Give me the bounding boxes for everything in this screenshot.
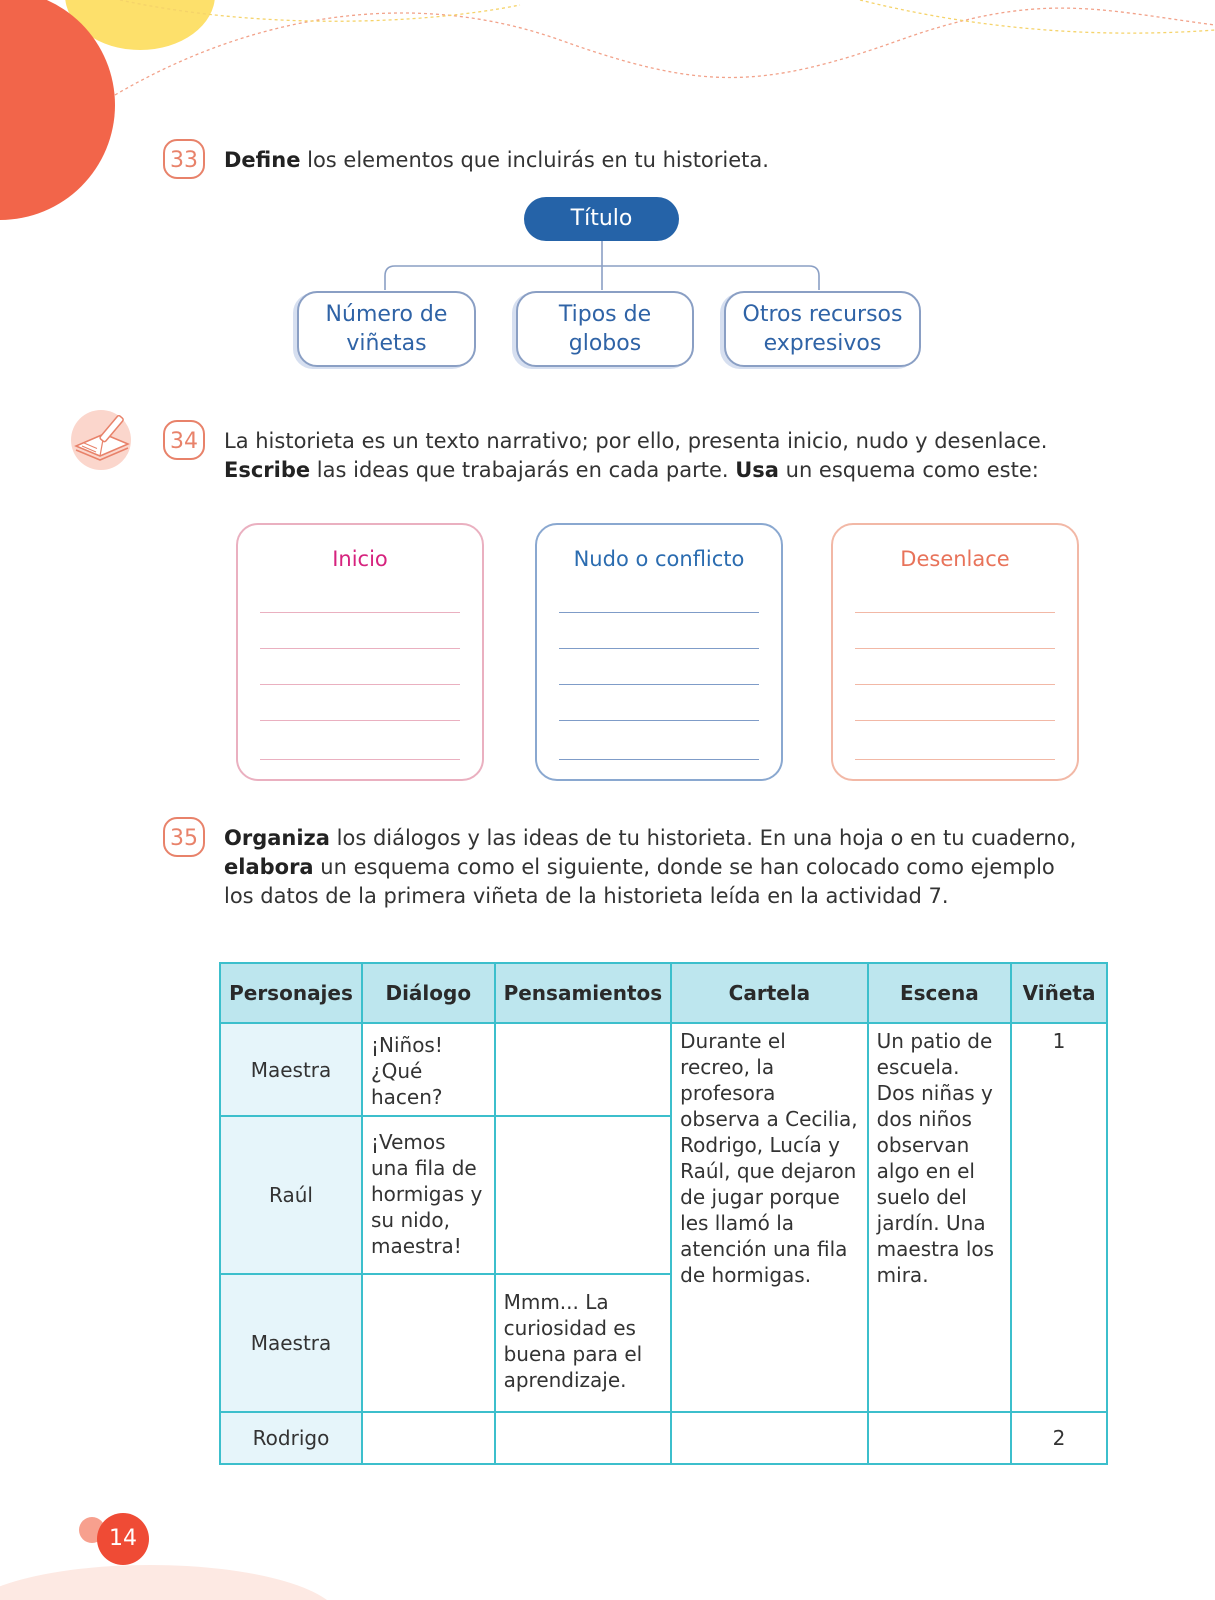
diagram-node-globos: [516, 291, 694, 367]
table-row: [220, 1023, 1107, 1116]
header-escena: Escena: [868, 963, 1011, 1023]
writing-line[interactable]: [855, 759, 1055, 760]
cell-personaje: Rodrigo: [220, 1412, 362, 1464]
table-header-row: [220, 963, 1107, 1023]
bottom-pink-blob: [0, 1565, 340, 1600]
writing-line[interactable]: [260, 612, 460, 613]
writing-line[interactable]: [559, 612, 759, 613]
instruction-text: los elementos que incluirás en tu historieta.: [300, 148, 769, 172]
activity-35-number: 35: [163, 817, 205, 857]
cell-dialogo: ¡Niños! ¿Qué hacen?: [362, 1023, 495, 1116]
header-personajes: Personajes: [220, 963, 362, 1023]
instruction-text: los diálogos y las ideas de tu historieta. En una hoja o en tu cuaderno,: [329, 826, 1077, 850]
instruction-text: un esquema como este:: [778, 458, 1039, 482]
writing-line[interactable]: [559, 648, 759, 649]
writing-book-icon: [68, 406, 136, 472]
cell-cartela: Durante el recreo, la profesora observa a Cecilia, Rodrigo, Lucía y Raúl, que dejaron de jugar porque les llamó la atención una fila de hormigas.: [671, 1023, 868, 1412]
story-box-title: Nudo o conflicto: [573, 547, 745, 571]
cell-dialogo: [362, 1412, 495, 1464]
writing-line[interactable]: [855, 720, 1055, 721]
table-row: [220, 1412, 1107, 1464]
instruction-line-1: [224, 824, 1076, 853]
story-box-desenlace: [831, 523, 1079, 781]
story-organizer-table: [219, 962, 1108, 1465]
writing-line[interactable]: [260, 759, 460, 760]
cell-cartela: [671, 1412, 868, 1464]
story-box-nudo: [535, 523, 783, 781]
cell-dialogo: [362, 1274, 495, 1412]
writing-line[interactable]: [855, 684, 1055, 685]
instruction-bold: elabora: [224, 855, 314, 879]
writing-line[interactable]: [260, 684, 460, 685]
instruction-bold: Organiza: [224, 826, 330, 850]
header-cartela: Cartela: [671, 963, 868, 1023]
node-line: viñetas: [346, 331, 427, 356]
story-box-title: Inicio: [332, 547, 388, 571]
diagram-node-vinetas: [297, 291, 476, 367]
instruction-line-3: los datos de la primera viñeta de la historieta leída en la actividad 7.: [224, 884, 949, 908]
header-dialogo: Diálogo: [362, 963, 495, 1023]
header-pensamientos: Pensamientos: [495, 963, 672, 1023]
cell-pensamientos: [495, 1412, 672, 1464]
cell-vineta: 2: [1011, 1412, 1107, 1464]
node-line: globos: [568, 331, 642, 356]
instruction-line-2: [224, 456, 1047, 485]
instruction-bold: Usa: [735, 458, 779, 482]
writing-line[interactable]: [559, 759, 759, 760]
cell-personaje: Raúl: [220, 1116, 362, 1274]
header-vineta: Viñeta: [1011, 963, 1107, 1023]
story-box-title: Desenlace: [900, 547, 1010, 571]
story-box-inicio: [236, 523, 484, 781]
node-line: Número de: [325, 302, 448, 327]
diagram-title: Título: [524, 197, 679, 241]
cell-pensamientos: Mmm... La curiosidad es buena para el aprendizaje.: [495, 1274, 672, 1412]
instruction-line-2: [224, 853, 1076, 882]
cell-escena: Un patio de escuela. Dos niñas y dos niños observan algo en el suelo del jardín. Una maestra los mira.: [868, 1023, 1011, 1412]
activity-34-number: 34: [163, 420, 205, 460]
cell-personaje: Maestra: [220, 1274, 362, 1412]
instruction-line-1: La historieta es un texto narrativo; por ello, presenta inicio, nudo y desenlace.: [224, 429, 1048, 453]
cell-personaje: Maestra: [220, 1023, 362, 1116]
cell-pensamientos: [495, 1023, 672, 1116]
writing-line[interactable]: [559, 684, 759, 685]
node-line: expresivos: [763, 331, 882, 356]
instruction-bold: Escribe: [224, 458, 311, 482]
cell-dialogo: ¡Vemos una fila de hormigas y su nido, maestra!: [362, 1116, 495, 1274]
cell-pensamientos: [495, 1116, 672, 1274]
writing-line[interactable]: [260, 648, 460, 649]
instruction-text: las ideas que trabajarás en cada parte.: [310, 458, 736, 482]
activity-35-instruction: [224, 824, 1076, 911]
node-line: Tipos de: [558, 302, 652, 327]
instruction-text: un esquema como el siguiente, donde se han colocado como ejemplo: [313, 855, 1055, 879]
activity-34-instruction: [224, 427, 1047, 485]
activity-33-number: 33: [163, 139, 205, 179]
page-number: 14: [97, 1513, 149, 1565]
writing-line[interactable]: [559, 720, 759, 721]
node-line: Otros recursos: [742, 302, 903, 327]
diagram-node-recursos: [724, 291, 921, 367]
writing-line[interactable]: [855, 648, 1055, 649]
instruction-bold: Define: [224, 148, 301, 172]
cell-vineta: 1: [1011, 1023, 1107, 1412]
writing-line[interactable]: [855, 612, 1055, 613]
cell-escena: [868, 1412, 1011, 1464]
writing-line[interactable]: [260, 720, 460, 721]
